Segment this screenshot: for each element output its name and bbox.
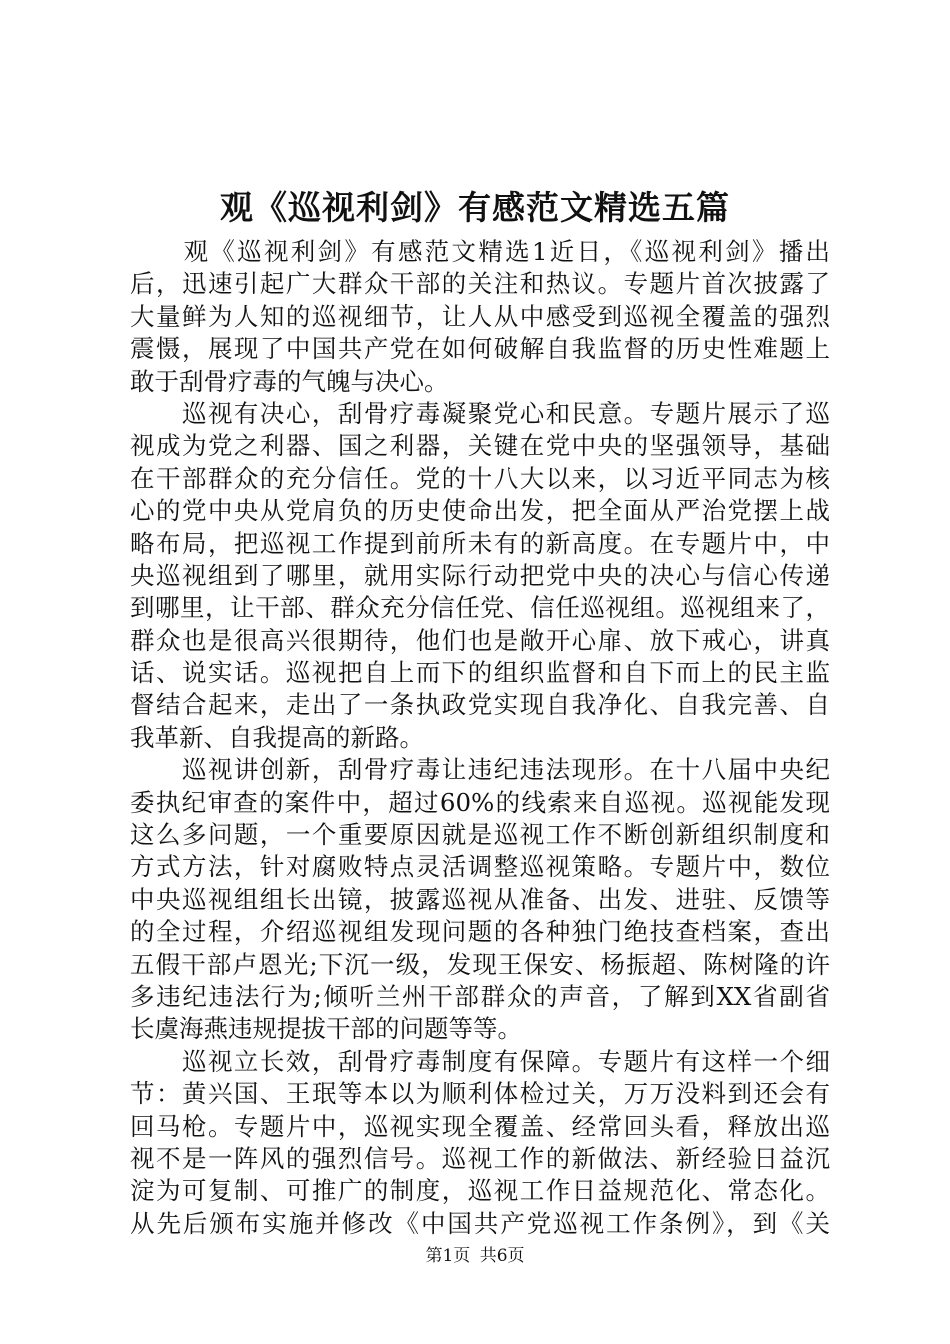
text-line: 视不是一阵风的强烈信号。巡视工作的新做法、新经验日益沉 xyxy=(130,1143,830,1173)
text-line: 话、说实话。巡视把自上而下的组织监督和自下而上的民主监 xyxy=(130,658,830,688)
text-line: 长虞海燕违规提拔干部的问题等等。 xyxy=(130,1014,522,1044)
page-number: 第1页 xyxy=(425,1246,471,1266)
text-line: 略布局，把巡视工作提到前所未有的新高度。在专题片中，中 xyxy=(130,528,830,558)
text-line: 震慑，展现了中国共产党在如何破解自我监督的历史性难题上 xyxy=(130,334,830,364)
document-body xyxy=(130,236,830,1240)
text-line: 从先后颁布实施并修改《中国共产党巡视工作条例》，到《关 xyxy=(130,1208,830,1238)
text-line: 节：黄兴国、王珉等本以为顺利体检过关，万万没料到还会有 xyxy=(130,1079,830,1109)
text-line: 在干部群众的充分信任。党的十八大以来，以习近平同志为核 xyxy=(130,463,830,493)
text-line: 大量鲜为人知的巡视细节，让人从中感受到巡视全覆盖的强烈 xyxy=(130,301,830,331)
text-line: 巡视讲创新，刮骨疗毒让违纪违法现形。在十八届中央纪 xyxy=(130,755,830,785)
text-line: 观《巡视利剑》有感范文精选1近日，《巡视利剑》播出 xyxy=(130,237,830,266)
text-line: 中央巡视组组长出镜，披露巡视从准备、出发、进驻、反馈等 xyxy=(130,884,830,914)
text-line: 方式方法，针对腐败特点灵活调整巡视策略。专题片中，数位 xyxy=(130,852,830,882)
text-line: 群众也是很高兴很期待，他们也是敞开心扉、放下戒心，讲真 xyxy=(130,625,830,655)
text-line: 督结合起来，走出了一条执政党实现自我净化、自我完善、自 xyxy=(130,690,830,720)
text-line: 委执纪审查的案件中，超过60%的线索来自巡视。巡视能发现 xyxy=(130,787,830,817)
text-line: 回马枪。专题片中，巡视实现全覆盖、经常回头看，释放出巡 xyxy=(130,1111,830,1141)
text-line: 的全过程，介绍巡视组发现问题的各种独门绝技查档案，查出 xyxy=(130,917,830,947)
text-line: 后，迅速引起广大群众干部的关注和热议。专题片首次披露了 xyxy=(130,269,830,299)
page-total: 共6页 xyxy=(479,1246,525,1266)
text-line: 巡视有决心，刮骨疗毒凝聚党心和民意。专题片展示了巡 xyxy=(130,398,830,428)
text-line: 多违纪违法行为;倾听兰州干部群众的声音，了解到XX省副省 xyxy=(130,981,830,1011)
text-line: 五假干部卢恩光;下沉一级，发现王保安、杨振超、陈树隆的许 xyxy=(130,949,830,979)
text-line: 我革新、自我提高的新路。 xyxy=(130,722,424,752)
text-line: 淀为可复制、可推广的制度，巡视工作日益规范化、常态化。 xyxy=(130,1176,830,1206)
page-footer xyxy=(0,1244,950,1268)
text-line: 敢于刮骨疗毒的气魄与决心。 xyxy=(130,366,449,396)
text-line: 到哪里，让干部、群众充分信任党、信任巡视组。巡视组来了， xyxy=(130,593,830,623)
text-line: 视成为党之利器、国之利器，关键在党中央的坚强领导，基础 xyxy=(130,431,830,461)
text-line: 心的党中央从党肩负的历史使命出发，把全面从严治党摆上战 xyxy=(130,496,830,526)
text-line: 这么多问题，一个重要原因就是巡视工作不断创新组织制度和 xyxy=(130,820,830,850)
text-line: 巡视立长效，刮骨疗毒制度有保障。专题片有这样一个细 xyxy=(130,1046,830,1076)
document-title: 观《巡视利剑》有感范文精选五篇 xyxy=(220,188,730,227)
text-line: 央巡视组到了哪里，就用实际行动把党中央的决心与信心传递 xyxy=(130,560,830,590)
